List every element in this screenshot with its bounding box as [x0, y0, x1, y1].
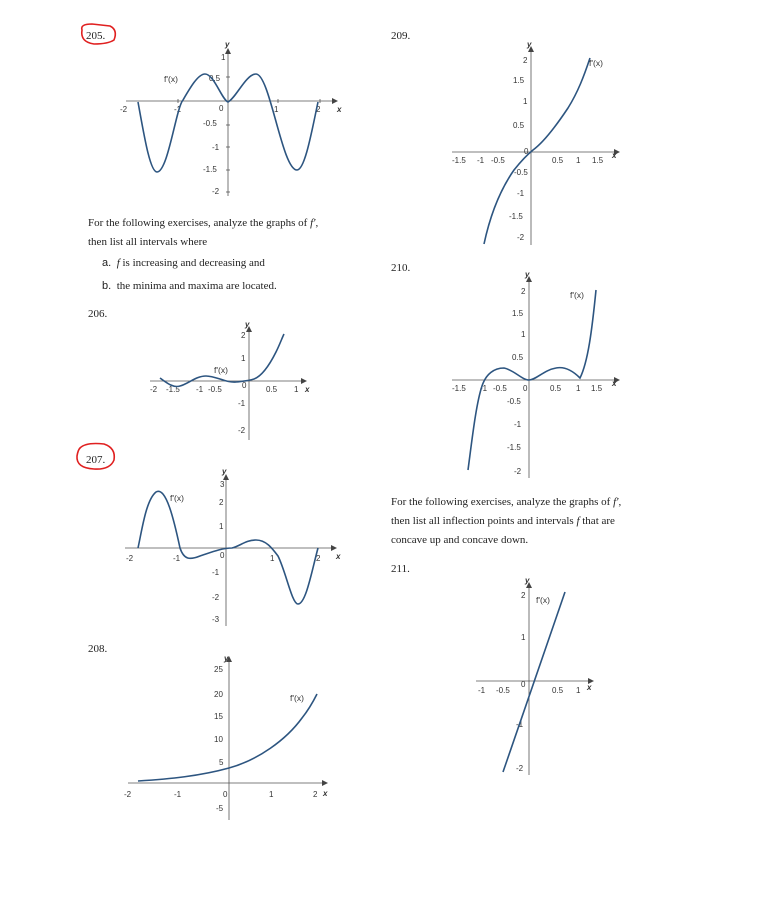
y-tick: 2: [523, 56, 528, 65]
x-tick: 0: [524, 147, 529, 156]
curve-label: f'(x): [570, 290, 584, 300]
f-prime-curve: [160, 334, 284, 387]
x-tick: 0: [523, 384, 528, 393]
y-tick: 5: [219, 758, 224, 767]
x-tick: -1: [478, 686, 486, 695]
graph-210: [452, 270, 620, 478]
curve-label: f'(x): [214, 365, 228, 375]
red-circle-207: [77, 444, 114, 470]
y-tick: -2: [517, 233, 525, 242]
y-tick: 1: [521, 633, 526, 642]
y-tick: 20: [214, 690, 223, 699]
x-tick: 0: [242, 381, 247, 390]
y-tick: 0.5: [513, 121, 525, 130]
y-tick: 1: [241, 354, 246, 363]
y-tick: -1: [212, 143, 220, 152]
y-tick: -2: [212, 593, 220, 602]
f-prime-curve: [484, 58, 590, 244]
x-tick: -1: [196, 385, 204, 394]
y-tick: -2: [516, 764, 524, 773]
x-tick: 0: [521, 680, 526, 689]
x-tick: -1.5: [166, 385, 180, 394]
x-tick: -2: [124, 790, 132, 799]
instruction2-line-1: For the following exercises, analyze the graphs of f′,: [391, 496, 622, 508]
y-tick: -2: [514, 467, 522, 476]
x-tick: 0.5: [550, 384, 562, 393]
problem-number-207: 207.: [86, 454, 106, 466]
curve-label: f'(x): [164, 74, 178, 84]
y-tick: -5: [216, 804, 224, 813]
y-axis-label: y: [222, 467, 227, 476]
x-tick: -1: [174, 105, 182, 114]
y-tick: 1: [523, 97, 528, 106]
y-tick: -1.5: [509, 212, 523, 221]
problem-number-210: 210.: [391, 262, 411, 274]
x-tick: -2: [150, 385, 158, 394]
x-tick: -0.5: [493, 384, 507, 393]
x-tick: 0: [220, 551, 225, 560]
y-tick: -1.5: [507, 443, 521, 452]
y-tick: -3: [212, 615, 220, 624]
x-tick: 1: [270, 554, 275, 563]
x-tick: -2: [120, 105, 128, 114]
x-axis-label: x: [336, 552, 341, 561]
curve-label: f'(x): [170, 493, 184, 503]
y-axis-label: y: [527, 40, 532, 49]
x-tick: 2: [316, 554, 321, 563]
graph-211: [476, 576, 594, 775]
graph-205: [120, 40, 342, 196]
y-tick: 25: [214, 665, 223, 674]
y-axis-label: y: [525, 576, 530, 585]
y-tick: 1: [521, 330, 526, 339]
instruction2-line-3: concave up and concave down.: [391, 534, 529, 546]
x-tick: 0.5: [552, 156, 564, 165]
y-tick: -0.5: [514, 168, 528, 177]
y-axis-label: y: [525, 270, 530, 279]
y-tick: -1: [516, 720, 524, 729]
y-tick: 15: [214, 712, 223, 721]
y-tick: 0.5: [512, 353, 524, 362]
instruction-line-1: For the following exercises, analyze the graphs of f′,: [88, 217, 319, 229]
y-tick: -1.5: [203, 165, 217, 174]
y-axis-label: y: [245, 320, 250, 329]
x-tick: 1.5: [592, 156, 604, 165]
instruction2-line-2: then list all inflection points and intervals f that are: [391, 515, 615, 527]
x-tick: 0: [223, 790, 228, 799]
x-tick: 1: [294, 385, 299, 394]
x-tick: 1: [274, 105, 279, 114]
x-tick: 2: [313, 790, 318, 799]
x-tick: -1.5: [452, 156, 466, 165]
x-axis-label: x: [612, 379, 617, 388]
x-tick: 1.5: [591, 384, 603, 393]
x-tick: -1: [174, 790, 182, 799]
x-tick: 1: [576, 156, 581, 165]
x-tick: 0.5: [266, 385, 278, 394]
y-tick: 1: [219, 522, 224, 531]
x-tick: -0.5: [491, 156, 505, 165]
y-axis-label: y: [224, 654, 229, 663]
problem-number-208: 208.: [88, 643, 108, 655]
x-tick: -0.5: [496, 686, 510, 695]
x-axis-label: x: [337, 105, 342, 114]
graph-206: [150, 320, 310, 440]
x-tick: -1: [173, 554, 181, 563]
graph-209: [452, 40, 620, 245]
y-tick: 1: [221, 53, 226, 62]
y-tick: -2: [238, 426, 246, 435]
y-axis-label: y: [225, 40, 230, 49]
x-axis-label: x: [587, 683, 592, 692]
y-tick: 2: [521, 591, 526, 600]
graph-207: [125, 467, 341, 626]
y-tick: -1: [514, 420, 522, 429]
x-tick: 0.5: [552, 686, 564, 695]
y-tick: -0.5: [203, 119, 217, 128]
y-tick: 1.5: [513, 76, 525, 85]
curve-label: f'(x): [589, 58, 603, 68]
problem-number-206: 206.: [88, 308, 108, 320]
y-tick: -1: [517, 189, 525, 198]
instruction-item-a: a. f is increasing and decreasing and: [102, 257, 265, 269]
x-axis-label: x: [323, 789, 328, 798]
x-tick: 1: [576, 686, 581, 695]
red-circle-205: [82, 24, 116, 44]
y-tick: -1: [212, 568, 220, 577]
x-tick: -2: [126, 554, 134, 563]
problem-number-211: 211.: [391, 563, 410, 575]
f-prime-curve: [138, 694, 317, 781]
x-tick: 2: [316, 105, 321, 114]
f-prime-line: [503, 592, 565, 772]
x-tick: -1.5: [452, 384, 466, 393]
y-tick: 0: [219, 104, 224, 113]
y-tick: 2: [241, 331, 246, 340]
graph-208: [124, 654, 328, 820]
y-tick: 1.5: [512, 309, 524, 318]
y-tick: 2: [219, 498, 224, 507]
curve-label: f'(x): [536, 595, 550, 605]
instruction-line-2: then list all intervals where: [88, 236, 208, 248]
y-tick: 2: [521, 287, 526, 296]
x-tick: -1: [477, 156, 485, 165]
x-axis-label: x: [305, 385, 310, 394]
y-tick: -1: [238, 399, 246, 408]
x-tick: 1: [576, 384, 581, 393]
y-tick: 10: [214, 735, 223, 744]
y-tick: -0.5: [507, 397, 521, 406]
instruction-item-b: b. the minima and maxima are located.: [102, 280, 277, 292]
problem-number-209: 209.: [391, 30, 411, 42]
y-tick: 0.5: [209, 74, 221, 83]
y-tick: 3: [220, 480, 225, 489]
x-tick: -0.5: [208, 385, 222, 394]
x-axis-label: x: [612, 151, 617, 160]
curve-label: f'(x): [290, 693, 304, 703]
x-tick: -1: [480, 384, 488, 393]
y-tick: -2: [212, 187, 220, 196]
x-tick: 1: [269, 790, 274, 799]
problem-number-205: 205.: [86, 30, 106, 42]
